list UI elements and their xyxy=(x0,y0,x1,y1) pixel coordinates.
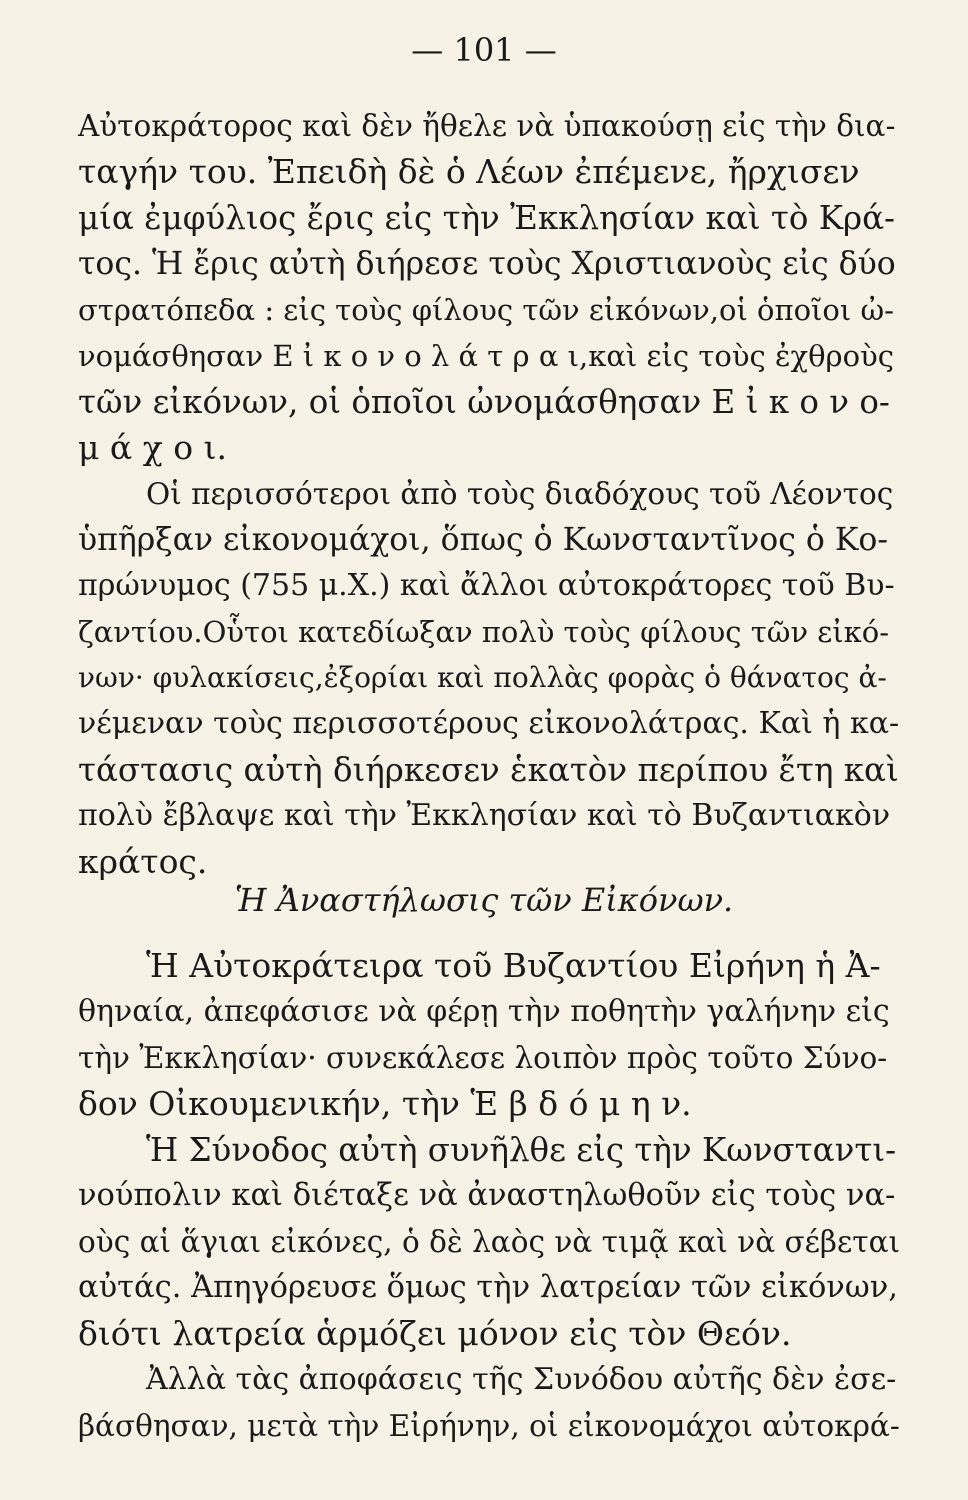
text-line: τος. Ἡ ἔρις αὐτὴ διήρεσε τοὺς Χριστιανοὺς εἰς δύο xyxy=(78,246,896,282)
text-line: νούπολιν καὶ διέταξε νὰ ἀναστηλωθοῦν εἰς τοὺς να- xyxy=(78,1178,896,1213)
text-line: τάστασις αὐτὴ διήρκεσεν ἑκατὸν περίπου ἔτη καὶ xyxy=(78,751,899,789)
text-line: νομάσθησαν Ε ἰ κ ο ν ο λ ά τ ρ α ι,καὶ εἰς τοὺς ἐχθροὺς xyxy=(78,339,894,373)
text-line: τῶν εἰκόνων, οἱ ὁποῖοι ὠνομάσθησαν Ε ἰ κ ο ν ο- xyxy=(78,383,890,421)
text-line: ταγήν του. Ἐπειδὴ δὲ ὁ Λέων ἐπέμενε, ἤρχισεν xyxy=(78,152,860,191)
text-line: ζαντίου.Οὗτοι κατεδίωξαν πολὺ τοὺς φίλους τῶν εἰκό- xyxy=(78,615,890,649)
text-line: θηναία, ἀπεφάσισε νὰ φέρῃ τὴν ποθητὴν γαλήνην εἰς xyxy=(78,994,890,1029)
text-line: μία ἐμφύλιος ἔρις εἰς τὴν Ἐκκλησίαν καὶ τὸ Κρά- xyxy=(78,199,896,237)
paragraph-start-line: Ἡ Αὐτοκράτειρα τοῦ Βυζαντίου Εἰρήνη ἡ Ἀ- xyxy=(146,946,881,985)
section-heading: Ἡ Ἀναστήλωσις τῶν Εἰκόνων. xyxy=(234,881,734,919)
text-line: στρατόπεδα : εἰς τοὺς φίλους τῶν εἰκόνων,οἱ ὁποῖοι ὠ- xyxy=(78,293,894,327)
paragraph-start-line: Οἱ περισσότεροι ἀπὸ τοὺς διαδόχους τοῦ Λέοντος xyxy=(146,477,894,511)
text-line: δον Οἰκουμενικήν, τὴν Ἑ β δ ό μ η ν. xyxy=(78,1084,692,1123)
text-line: νέμεναν τοὺς περισσοτέρους εἰκονολάτρας. Καὶ ἡ κα- xyxy=(78,706,900,741)
paragraph-start-line: Ἀλλὰ τὰς ἀποφάσεις τῆς Συνόδου αὐτῆς δὲν ἐσε- xyxy=(146,1362,897,1397)
text-line: οὺς αἱ ἅγιαι εἰκόνες, ὁ δὲ λαὸς νὰ τιμᾷ καὶ νὰ σέβεται xyxy=(78,1225,901,1259)
paragraph-start-line: Ἡ Σύνοδος αὐτὴ συνῆλθε εἰς τὴν Κωνσταντι- xyxy=(146,1131,897,1169)
text-line: πολὺ ἔβλαψε καὶ τὴν Ἐκκλησίαν καὶ τὸ Βυζαντιακὸν xyxy=(78,798,891,833)
page-number: — 101 — xyxy=(411,31,557,69)
text-line: νων· φυλακίσεις,ἐξορίαι καὶ πολλὰς φορὰς ὁ θάνατος ἀ- xyxy=(78,661,887,694)
text-line: αὐτάς. Ἀπηγόρευσε ὅμως τὴν λατρείαν τῶν εἰκόνων, xyxy=(78,1270,898,1305)
text-line: πρώνυμος (755 μ.Χ.) καὶ ἄλλοι αὐτοκράτορες τοῦ Βυ- xyxy=(78,568,895,603)
text-line: Αὐτοκράτορος καὶ δὲν ἤθελε νὰ ὑπακούσῃ εἰς τὴν δια- xyxy=(78,109,896,143)
text-line: τὴν Ἐκκλησίαν· συνεκάλεσε λοιπὸν πρὸς τοῦτο Σύνο- xyxy=(78,1041,888,1075)
text-line: διότι λατρεία ἁρμόζει μόνον εἰς τὸν Θεόν. xyxy=(78,1314,792,1353)
text-line: κράτος. xyxy=(78,842,208,881)
text-line: μ ά χ ο ι. xyxy=(78,428,227,467)
text-line: βάσθησαν, μετὰ τὴν Εἰρήνην, οἱ εἰκονομάχοι αὐτοκρά- xyxy=(78,1409,900,1443)
text-line: ὑπῆρξαν εἰκονομάχοι, ὅπως ὁ Κωνσταντῖνος ὁ Κο- xyxy=(78,522,889,558)
